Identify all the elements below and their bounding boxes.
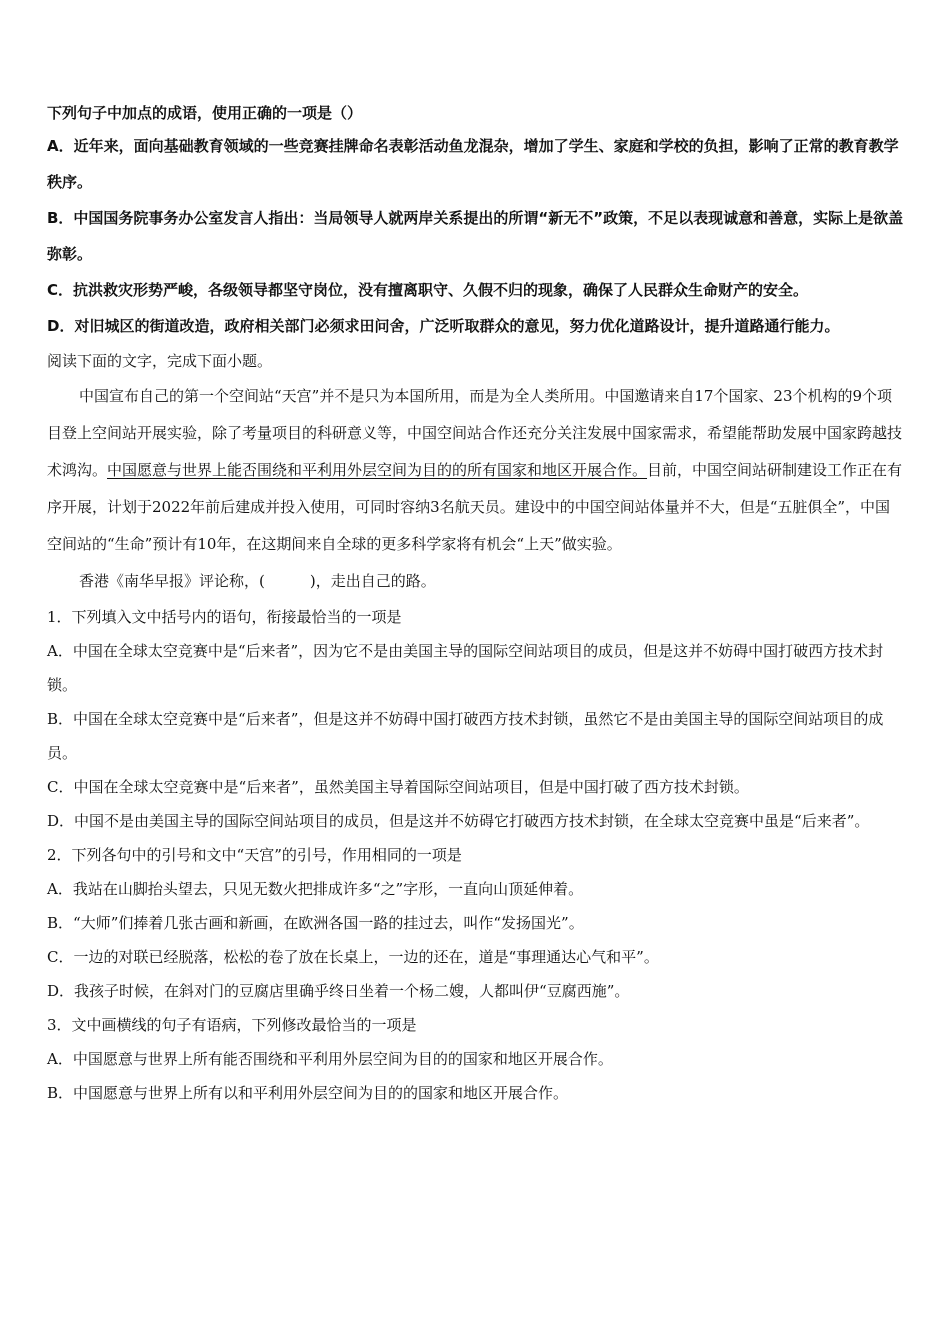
question-quotation-option-d: D．我孩子时候，在斜对门的豆腐店里确乎终日坐着一个杨二嫂，人都叫伊“豆腐西施”。	[47, 982, 630, 1000]
reading-paragraph-2: 香港《南华早报》评论称，( )，走出自己的路。	[79, 572, 436, 590]
question-idiom-option-d: D．对旧城区的街道改造，政府相关部门必须求田问舍，广泛听取群众的意见，努力优化道路设计，提升道路通行能力。	[47, 317, 840, 335]
question-idiom	[47, 98, 905, 344]
question-grammar-stem: 3．文中画横线的句子有语病，下列修改最恰当的一项是	[47, 1016, 417, 1034]
reading-passage	[47, 344, 905, 600]
question-fill-blank-option-d: D．中国不是由美国主导的国际空间站项目的成员，但是这并不妨碍它打破西方技术封锁，在全球太空竞赛中虽是“后来者”。	[47, 812, 870, 830]
reading-instruction: 阅读下面的文字，完成下面小题。	[47, 352, 273, 370]
question-quotation-option-b: B．“大师”们捧着几张古画和新画，在欧洲各国一路的挂过去，叫作“发扬国光”。	[47, 914, 584, 932]
question-idiom-option-a: A．近年来，面向基础教育领域的一些竞赛挂牌命名表彰活动鱼龙混杂，增加了学生、家庭和学校的负担，影响了正常的教育教学秩序。	[47, 137, 899, 191]
question-quotation	[47, 838, 905, 1008]
question-fill-blank	[47, 600, 905, 838]
question-quotation-option-c: C．一边的对联已经脱落，松松的卷了放在长桌上，一边的还在，道是“事理通达心气和平”。	[47, 948, 659, 966]
question-fill-blank-option-b: B．中国在全球太空竞赛中是“后来者”，但是这并不妨碍中国打破西方技术封锁，虽然它不是由美国主导的国际空间站项目的成员。	[47, 710, 884, 762]
paragraph-text: 目前，中国空间站研制建设工作正在有序开展，计划于2022年前后建成并投入使用，可同时容纳3名航天员。建设中的中国空间站体量并不大，但是“五脏俱全”，中国空间站的“生命”预计有10年，在这期间来自全球的更多科学家将有机会“上天”做实验。	[47, 461, 903, 553]
question-grammar	[47, 1008, 905, 1110]
question-idiom-option-c: C．抗洪救灾形势严峻，各级领导都坚守岗位，没有擅离职守、久假不归的现象，确保了人民群众生命财产的安全。	[47, 281, 809, 299]
paragraph-text: 中国宣布自己的第一个空间站“天宫”并不是只为本国所用，而是为全人类所用。中国邀请来自17个国家、23个机构的9个项目登上空间站开展实验，除了考量项目的科研意义等，中国空间站合作还充分关注发展中国家需求，希望能帮助发展中国家跨越技术鸿沟。	[47, 387, 903, 479]
question-fill-blank-option-c: C．中国在全球太空竞赛中是“后来者”，虽然美国主导着国际空间站项目，但是中国打破了西方技术封锁。	[47, 778, 749, 796]
question-fill-blank-option-a: A．中国在全球太空竞赛中是“后来者”，因为它不是由美国主导的国际空间站项目的成员，但是这并不妨碍中国打破西方技术封锁。	[47, 642, 884, 694]
underlined-sentence: 中国愿意与世界上能否围绕和平利用外层空间为目的的所有国家和地区开展合作。	[107, 461, 648, 479]
reading-paragraph-1	[47, 378, 905, 563]
question-idiom-stem: 下列句子中加点的成语，使用正确的一项是（）	[47, 104, 363, 122]
question-idiom-option-b: B．中国国务院事务办公室发言人指出：当局领导人就两岸关系提出的所谓“新无不”政策，不足以表现诚意和善意，实际上是欲盖弥彰。	[47, 209, 904, 263]
document-page	[47, 98, 905, 1110]
question-fill-blank-stem: 1．下列填入文中括号内的语句，衔接最恰当的一项是	[47, 608, 402, 626]
question-quotation-stem: 2．下列各句中的引号和文中“天宫”的引号，作用相同的一项是	[47, 846, 462, 864]
question-grammar-option-b: B．中国愿意与世界上所有以和平利用外层空间为目的的国家和地区开展合作。	[47, 1084, 569, 1102]
question-quotation-option-a: A．我站在山脚抬头望去，只见无数火把排成许多“之”字形，一直向山顶延伸着。	[47, 880, 584, 898]
question-grammar-option-a: A．中国愿意与世界上所有能否围绕和平利用外层空间为目的的国家和地区开展合作。	[47, 1050, 613, 1068]
